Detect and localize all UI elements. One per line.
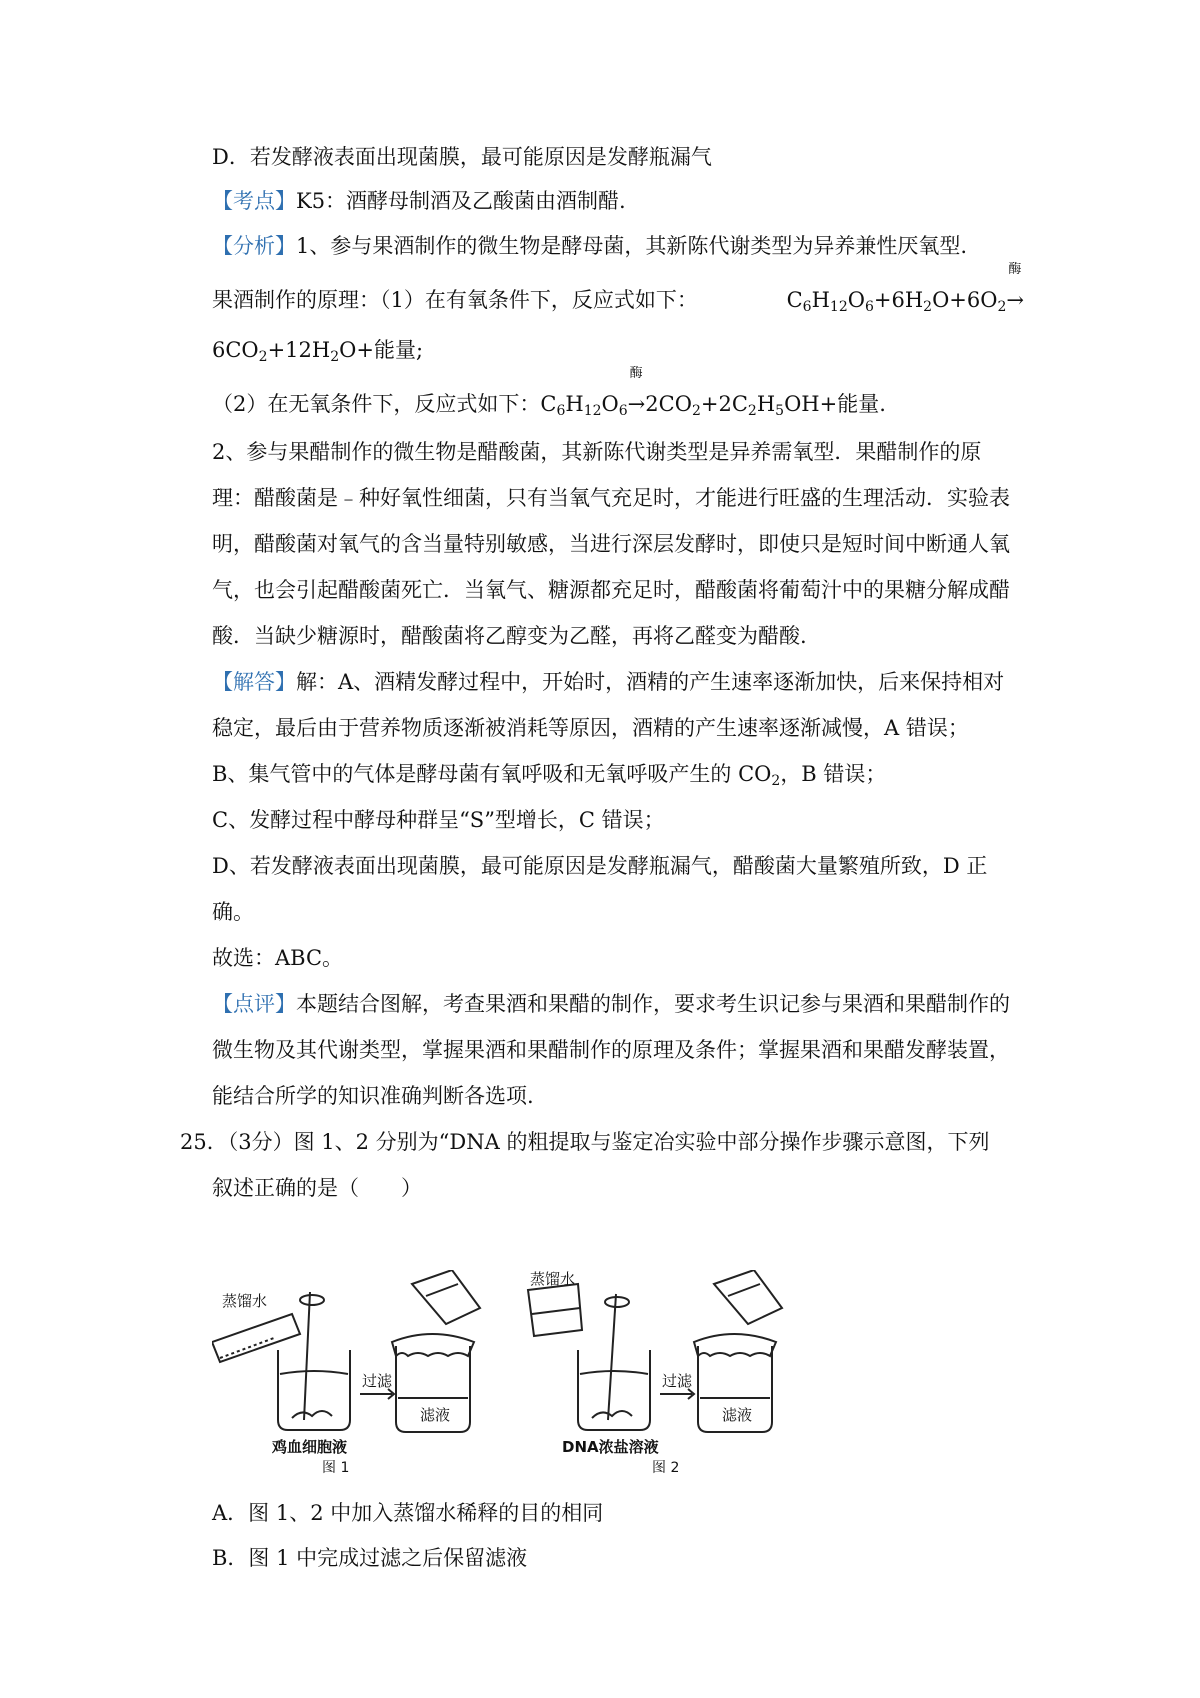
fig2-water-beaker [528,1284,582,1336]
dianping-line-3: 能结合所学的知识准确判断各选项. [212,1084,534,1108]
dianping-tag: 【点评】 [212,992,296,1016]
fenxi-text: 1、参与果酒制作的微生物是酵母菌，其新陈代谢类型为异养兼性厌氧型. [296,234,968,258]
answer-c-line: C、发酵过程中酵母种群呈“S”型增长，C 错误； [212,808,665,832]
fig2-filter-label: 过滤 [662,1372,693,1390]
enzyme-label-2: 酶 [629,366,643,381]
fig1-beaker [278,1350,350,1430]
kaodian-tag: 【考点】 [212,189,296,213]
para2-line-5: 酸．当缺少糖源时，醋酸菌将乙醇变为乙醛，再将乙醛变为醋酸. [212,624,807,648]
jieda-line [212,667,1004,697]
jieda-text: 解：A、酒精发酵过程中，开始时，酒精的产生速率逐渐加快，后来保持相对 [296,670,1005,694]
fig2-glass-rod [608,1294,616,1420]
fig1-sediment [292,1411,332,1418]
fenxi-tag: 【分析】 [212,234,296,258]
jieda-tag: 【解答】 [212,670,296,694]
option-d-text: D．若发酵液表面出现菌膜，最可能原因是发酵瓶漏气 [212,145,712,169]
principle-lead: 果酒制作的原理：（1）在有氧条件下，反应式如下： [212,288,698,312]
fig1-cells-label: 鸡血细胞液 [272,1438,348,1456]
jieda-line-2: 稳定，最后由于营养物质逐渐被消耗等原因，酒精的产生速率逐渐减慢，A 错误； [212,716,969,740]
fig2-pouring-beaker [714,1270,782,1324]
question-25-line-2: 叙述正确的是（ ） [212,1176,422,1200]
answer-d-line-2: 确。 [212,900,254,924]
fig2-stir-ring [605,1297,629,1307]
anaerobic-equation-line: （2）在无氧条件下，反应式如下：$C_6H_{12}O_6$ 酶 $\to 2CO_2+2C_2H_5OH+$能量. [212,366,886,419]
enzyme-arrow: 酶 → [1006,262,1024,312]
enzyme-arrow-2: 酶 → [627,366,646,416]
dianping-line [212,989,1010,1019]
kaodian-line [212,186,626,216]
fig2-gauze [694,1334,776,1356]
fig2-solution-label: DNA浓盐溶液 [562,1438,659,1456]
fig1-water-label: 蒸馏水 [222,1292,268,1310]
fig1-caption: 图 1 [322,1460,350,1474]
answer-b-line: B、集气管中的气体是酵母菌有氧呼吸和无氧呼吸产生的 $CO_2$，B 错误； [212,762,887,789]
option-a: A．图 1、2 中加入蒸馏水稀释的目的相同 [212,1501,604,1525]
dianping-text: 本题结合图解，考查果酒和果醋的制作，要求考生识记参与果酒和果醋制作的 [296,992,1010,1016]
option-b: B．图 1 中完成过滤之后保留滤液 [212,1546,528,1570]
aerobic-equation-line [212,262,1024,315]
fig1-filtrate-label: 滤液 [420,1406,451,1424]
question-25-line-1: 25．（3分）图 1、2 分别为“DNA 的粗提取与鉴定冶实验中部分操作步骤示意图，下列 [180,1130,990,1154]
dianping-line-2: 微生物及其代谢类型，掌握果酒和果醋制作的原理及条件；掌握果酒和果醋发酵装置， [212,1038,1010,1062]
eq2-prefix: （2）在无氧条件下，反应式如下： [212,392,541,416]
para2-line-2: 理：醋酸菌是﹣种好氧性细菌，只有当氧气充足时，才能进行旺盛的生理活动．实验表 [212,486,1010,510]
fig1-stir-ring [300,1295,324,1305]
fig2-water-label: 蒸馏水 [530,1270,576,1288]
fenxi-line [212,231,967,261]
fig1-pouring-beaker [412,1270,480,1324]
para2-line-1: 2、参与果醋制作的微生物是醋酸菌，其新陈代谢类型是异养需氧型．果醋制作的原 [212,440,982,464]
dna-experiment-figure [212,1270,848,1474]
fig1-gauze [392,1334,474,1356]
answer-d-line: D、若发酵液表面出现菌膜，最可能原因是发酵瓶漏气，醋酸菌大量繁殖所致，D 正 [212,854,988,878]
fig2-beaker [578,1350,650,1430]
fig1-liquid [280,1371,348,1374]
aerobic-products-line: $6CO_2+12H_2O+$能量; [212,338,424,365]
fig2-caption: 图 2 [652,1460,680,1474]
para2-line-4: 气，也会引起醋酸菌死亡．当氧气、糖源都充足时，醋酸菌将葡萄汁中的果糖分解成醋 [212,578,1010,602]
fig1-test-tube [212,1314,300,1362]
kaodian-text: K5：酒酵母制酒及乙酸菌由酒制醋. [296,189,626,213]
fig1-filter-label: 过滤 [362,1372,393,1390]
fig1-glass-rod [304,1292,310,1420]
enzyme-label: 酶 [1008,262,1022,277]
answer-choice: 故选：ABC。 [212,946,344,970]
aerobic-reactants: $C_6H_{12}O_6+6H_2O+6O_2$ 酶 → [786,262,1024,315]
para2-line-3: 明，醋酸菌对氧气的含当量特别敏感，当进行深层发酵时，即使只是短时间中断通人氧 [212,532,1010,556]
fig2-liquid [580,1371,648,1374]
fig2-filtrate-label: 滤液 [722,1406,753,1424]
